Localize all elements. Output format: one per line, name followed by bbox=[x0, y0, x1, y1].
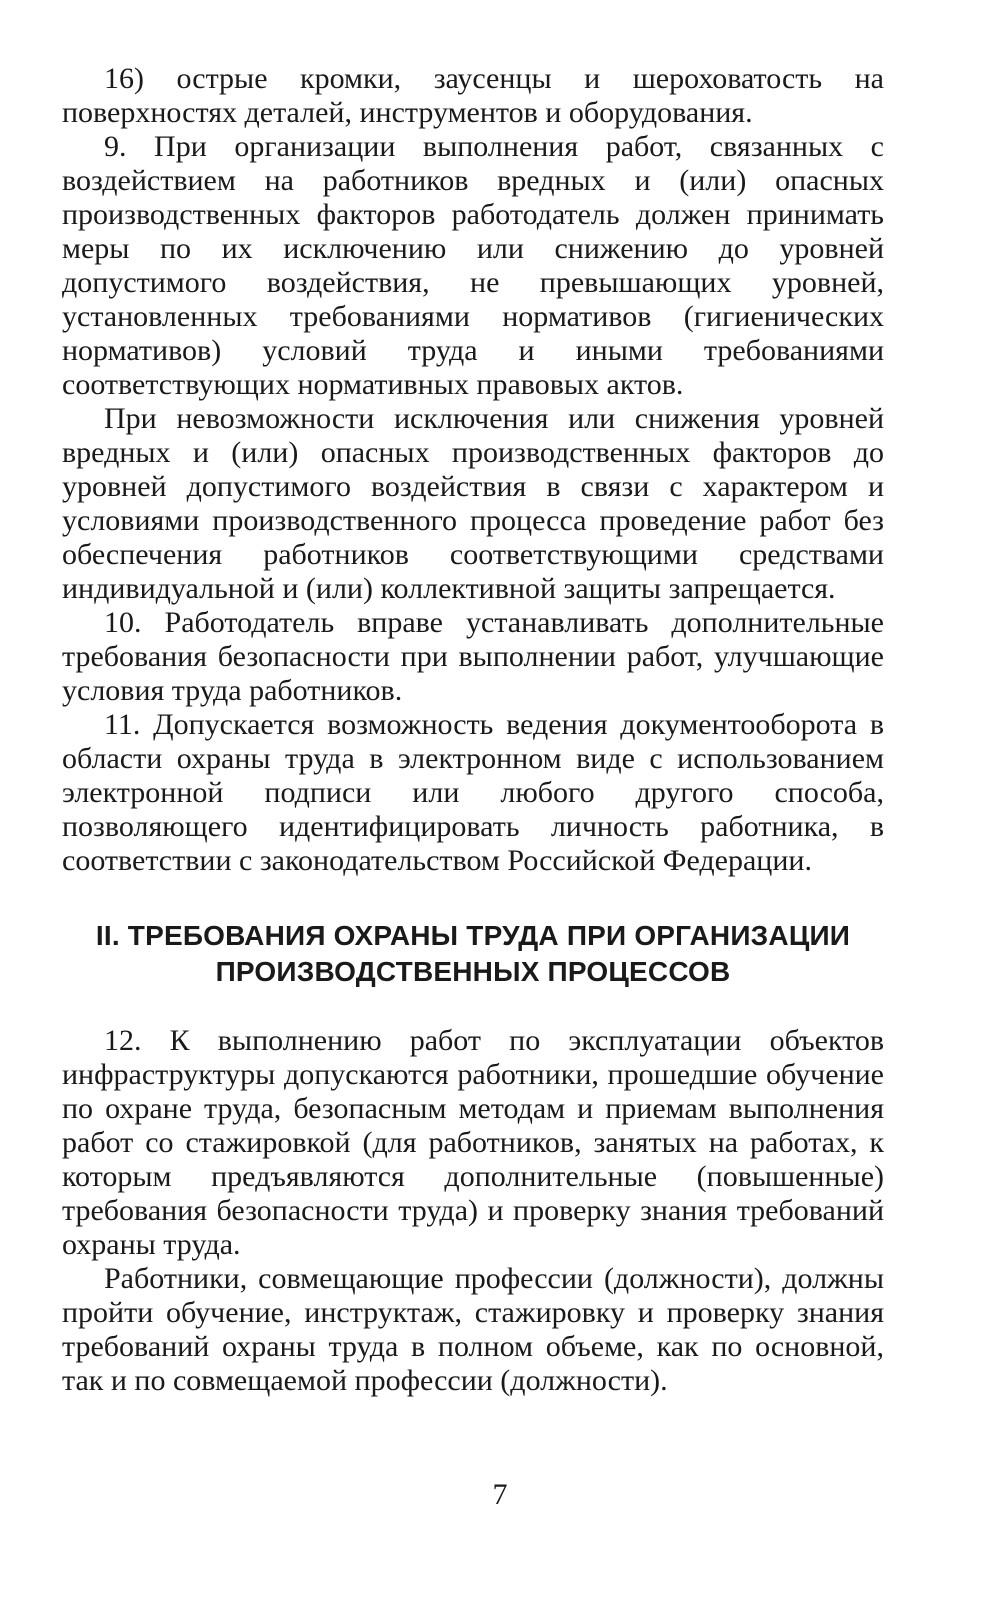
section-heading bbox=[62, 918, 884, 990]
paragraph-clause-9-continuation: При невозможности исключения или снижения уровней вредных и (или) опасных производственных факторов до уровней допустимого воздействия в связи с характером и условиями производственного процесса проведение работ без обеспечения работников соответствующими средствами индивидуальной и (или) коллективной защиты запрещается. bbox=[62, 402, 884, 605]
paragraph-clause-12-continuation: Работники, совмещающие профессии (должности), должны пройти обучение, инструктаж, стажировку и проверку знания требований охраны труда в полном объеме, как по основной, так и по совмещаемой профессии (должности). bbox=[62, 1262, 884, 1397]
page-number: 7 bbox=[492, 1478, 508, 1511]
paragraph-clause-9: 9. При организации выполнения работ, связанных с воздействием на работников вредных и (или) опасных производственных факторов работодатель должен принимать меры по их исключению или снижению до уровней допустимого воздействия, не превышающих уровней, установленных требованиями нормативов (гигиенических нормативов) условий труда и иными требованиями соответствующих нормативных правовых актов. bbox=[62, 130, 884, 401]
section-heading-line-2: ПРОИЗВОДСТВЕННЫХ ПРОЦЕССОВ bbox=[215, 956, 731, 987]
paragraph-clause-10: 10. Работодатель вправе устанавливать дополнительные требования безопасности при выполнении работ, улучшающие условия труда работников. bbox=[62, 606, 884, 707]
document-page bbox=[62, 62, 884, 1398]
paragraph-clause-12: 12. К выполнению работ по эксплуатации объектов инфраструктуры допускаются работники, прошедшие обучение по охране труда, безопасным методам и приемам выполнения работ со стажировкой (для работников, занятых на работах, к которым предъявляются дополнительные (повышенные) требования безопасности труда) и проверку знания требований охраны труда. bbox=[62, 1024, 884, 1261]
paragraph-clause-11: 11. Допускается возможность ведения документооборота в области охраны труда в электронном виде с использованием электронной подписи или любого другого способа, позволяющего идентифицировать личность работника, в соответствии с законодательством Российской Федерации. bbox=[62, 708, 884, 877]
paragraph-item-16: 16) острые кромки, заусенцы и шероховатость на поверхностях деталей, инструментов и оборудования. bbox=[62, 62, 884, 129]
section-heading-line-1: II. ТРЕБОВАНИЯ ОХРАНЫ ТРУДА ПРИ ОРГАНИЗАЦИИ bbox=[95, 920, 851, 951]
